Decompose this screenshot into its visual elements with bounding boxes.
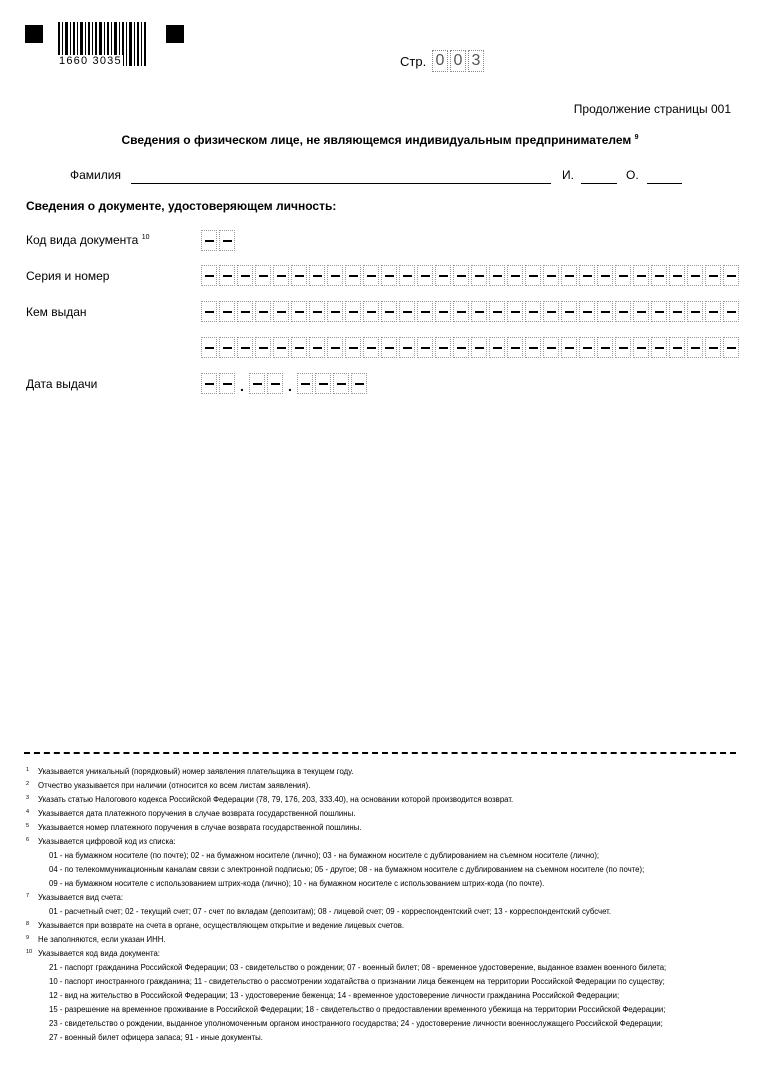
char-cell[interactable] <box>219 265 235 286</box>
footnote-text: Не заполняются, если указан ИНН. <box>38 935 166 944</box>
char-cell[interactable] <box>219 373 235 394</box>
barcode-number: 1660 3035 <box>59 55 122 67</box>
char-cell[interactable] <box>633 301 649 322</box>
footnote <box>26 779 746 793</box>
footnote-number <box>26 863 38 877</box>
char-cell[interactable] <box>345 265 361 286</box>
document-section-title: Сведения о документе, удостоверяющем личность: <box>26 199 337 213</box>
char-cell[interactable] <box>543 301 559 322</box>
char-cell[interactable] <box>723 301 739 322</box>
registration-marker-left <box>25 25 43 43</box>
footnote-text: 15 - разрешение на временное проживание в Российской Федерации; 18 - свидетельство о предоставлении временного убежища на территории Российской Федерации; <box>49 1005 666 1014</box>
doc-code-field[interactable] <box>201 230 237 251</box>
char-cell[interactable] <box>201 230 217 251</box>
char-cell[interactable] <box>351 373 367 394</box>
doc-code-ref: 10 <box>141 234 150 241</box>
footnote <box>26 863 746 877</box>
page-number-boxes <box>432 50 486 72</box>
char-cell[interactable] <box>615 265 631 286</box>
footnote <box>26 1003 746 1017</box>
footnote <box>26 807 746 821</box>
continuation-note: Продолжение страницы 001 <box>573 102 731 116</box>
doc-code-label-text: Код вида документа <box>26 233 139 247</box>
char-cell[interactable] <box>579 337 595 358</box>
series-number-label: Серия и номер <box>26 269 110 283</box>
char-cell[interactable] <box>309 265 325 286</box>
footnote-text: 01 - на бумажном носителе (по почте); 02 - на бумажном носителе (лично); 03 - на бумажном носителе с дублированием на съемном носителе (лично); <box>49 851 600 860</box>
char-cell[interactable] <box>381 301 397 322</box>
char-cell[interactable] <box>363 301 379 322</box>
char-cell[interactable] <box>633 265 649 286</box>
footnote-text: Указывается уникальный (порядковый) номер заявления плательщика в текущем году. <box>38 767 354 776</box>
doc-code-label <box>26 233 149 247</box>
char-cell[interactable] <box>315 373 331 394</box>
char-cell[interactable] <box>237 301 253 322</box>
footnote-text: Указывается цифровой код из списка: <box>38 837 176 846</box>
char-cell[interactable] <box>669 301 685 322</box>
char-cell[interactable] <box>579 301 595 322</box>
char-cell[interactable] <box>453 265 469 286</box>
footnote-number: 1 <box>26 767 30 773</box>
char-cell[interactable] <box>507 301 523 322</box>
char-cell[interactable] <box>327 337 343 358</box>
char-cell[interactable] <box>471 265 487 286</box>
footnote <box>26 765 746 779</box>
issued-by-field-line1[interactable] <box>201 301 741 322</box>
footnote-number <box>26 961 38 975</box>
footnote <box>26 793 746 807</box>
char-cell[interactable] <box>543 337 559 358</box>
footnote <box>26 919 746 933</box>
surname-label: Фамилия <box>70 168 121 182</box>
char-cell[interactable] <box>435 301 451 322</box>
char-cell[interactable] <box>201 337 217 358</box>
char-cell[interactable] <box>525 301 541 322</box>
series-number-field[interactable] <box>201 265 741 286</box>
registration-marker-right <box>166 25 184 43</box>
char-cell[interactable] <box>399 301 415 322</box>
footnote-number <box>26 975 38 989</box>
char-cell[interactable] <box>453 301 469 322</box>
footnote-number <box>26 1003 38 1017</box>
char-cell[interactable] <box>651 301 667 322</box>
footnote <box>26 1017 746 1031</box>
char-cell[interactable] <box>273 337 289 358</box>
char-cell[interactable] <box>237 265 253 286</box>
footnote-number: 5 <box>26 823 30 829</box>
char-cell[interactable] <box>507 337 523 358</box>
footnote-text: 01 - расчетный счет; 02 - текущий счет; 07 - счет по вкладам (депозитам); 08 - лицевой счет; 09 - корреспондентский счет; 13 - корреспондентский субсчет. <box>49 907 612 916</box>
footnote-text: Указать статью Налогового кодекса Российской Федерации (78, 79, 176, 203, 333.40), на основании которой производится возврат. <box>38 795 514 804</box>
footnote-text: Отчество указывается при наличии (относится ко всем листам заявления). <box>38 781 311 790</box>
footnote-text: 23 - свидетельство о рождении, выданное уполномоченным органом иностранного государства; 24 - удостоверение личности военнослужащего Российской Федерации; <box>49 1019 663 1028</box>
char-cell[interactable] <box>291 337 307 358</box>
footnote-text: 10 - паспорт иностранного гражданина; 11 - свидетельство о рассмотрении ходатайства о признании лица беженцем на территории Российской Федерации по существу; <box>49 977 665 986</box>
char-cell[interactable] <box>201 301 217 322</box>
char-cell[interactable] <box>309 301 325 322</box>
char-cell[interactable] <box>561 265 577 286</box>
date-separator: . <box>288 378 292 394</box>
page-label: Стр. <box>400 54 427 69</box>
char-cell[interactable] <box>597 301 613 322</box>
char-cell[interactable] <box>309 337 325 358</box>
initial-o-field[interactable] <box>647 182 682 184</box>
footnote-number: 7 <box>26 893 30 899</box>
footnote <box>26 891 746 905</box>
char-cell[interactable] <box>489 265 505 286</box>
char-cell[interactable] <box>237 337 253 358</box>
char-cell[interactable] <box>723 337 739 358</box>
char-cell[interactable] <box>615 301 631 322</box>
footnote-number: 2 <box>26 781 30 787</box>
char-cell[interactable] <box>489 301 505 322</box>
char-cell[interactable] <box>687 337 703 358</box>
char-cell[interactable] <box>489 337 505 358</box>
char-cell[interactable] <box>561 337 577 358</box>
char-cell[interactable] <box>219 301 235 322</box>
char-cell[interactable] <box>561 301 577 322</box>
char-cell[interactable] <box>381 337 397 358</box>
footnote <box>26 975 746 989</box>
char-cell[interactable] <box>267 373 283 394</box>
char-cell[interactable] <box>525 265 541 286</box>
char-cell[interactable] <box>399 265 415 286</box>
initial-i-label: И. <box>562 168 574 182</box>
char-cell[interactable] <box>597 337 613 358</box>
footnote-text: Указывается при возврате на счета в органе, осуществляющем открытие и ведение лицевых счетов. <box>38 921 404 930</box>
footnote-text: 12 - вид на жительство в Российской Федерации; 13 - удостоверение беженца; 14 - временное удостоверение личности гражданина Российской Федерации; <box>49 991 620 1000</box>
char-cell[interactable] <box>255 301 271 322</box>
char-cell[interactable] <box>333 373 349 394</box>
initial-o-label: О. <box>626 168 639 182</box>
char-cell[interactable] <box>327 265 343 286</box>
footnote-number <box>26 989 38 1003</box>
section-title <box>0 133 760 147</box>
footnote-text: Указывается дата платежного поручения в случае возврата государственной пошлины. <box>38 809 356 818</box>
char-cell[interactable] <box>669 265 685 286</box>
footnote-divider <box>24 752 736 754</box>
footnote-text: 21 - паспорт гражданина Российской Федерации; 03 - свидетельство о рождении; 07 - военный билет; 08 - временное удостоверение, выданное взамен военного билета; <box>49 963 667 972</box>
char-cell[interactable] <box>435 337 451 358</box>
footnote-number: 3 <box>26 795 30 801</box>
footnote <box>26 905 746 919</box>
char-cell[interactable] <box>417 265 433 286</box>
char-cell[interactable] <box>273 265 289 286</box>
date-separator: . <box>240 378 244 394</box>
footnote-number: 10 <box>26 949 33 955</box>
section-title-text: Сведения о физическом лице, не являющемся индивидуальным предпринимателем <box>121 133 632 147</box>
char-cell[interactable] <box>435 265 451 286</box>
char-cell[interactable] <box>525 337 541 358</box>
footnote <box>26 821 746 835</box>
footnote <box>26 933 746 947</box>
footnote <box>26 877 746 891</box>
char-cell[interactable] <box>249 373 265 394</box>
char-cell[interactable] <box>363 265 379 286</box>
footnote-number <box>26 1017 38 1031</box>
char-cell[interactable] <box>417 337 433 358</box>
char-cell[interactable] <box>345 337 361 358</box>
char-cell[interactable] <box>381 265 397 286</box>
char-cell[interactable] <box>273 301 289 322</box>
char-cell[interactable] <box>327 301 343 322</box>
char-cell[interactable] <box>363 337 379 358</box>
footnote <box>26 849 746 863</box>
char-cell[interactable] <box>669 337 685 358</box>
char-cell[interactable] <box>615 337 631 358</box>
char-cell[interactable] <box>201 373 217 394</box>
footnote-number: 4 <box>26 809 30 815</box>
char-cell[interactable] <box>291 265 307 286</box>
char-cell[interactable] <box>297 373 313 394</box>
char-cell[interactable] <box>453 337 469 358</box>
section-title-ref: 9 <box>634 134 639 141</box>
footnote-number: 9 <box>26 935 30 941</box>
footnotes <box>26 765 746 1045</box>
char-cell[interactable] <box>687 265 703 286</box>
footnote <box>26 961 746 975</box>
footnote <box>26 989 746 1003</box>
char-cell[interactable] <box>651 265 667 286</box>
page-digit-cell: 0 <box>450 50 466 72</box>
footnote-text: Указывается номер платежного поручения в случае возврата государственной пошлины. <box>38 823 362 832</box>
char-cell[interactable] <box>579 265 595 286</box>
footnote <box>26 835 746 849</box>
char-cell[interactable] <box>471 301 487 322</box>
char-cell[interactable] <box>705 265 721 286</box>
page-digit-cell: 0 <box>432 50 448 72</box>
char-cell[interactable] <box>255 337 271 358</box>
char-cell[interactable] <box>345 301 361 322</box>
footnote-text: Указывается вид счета: <box>38 893 124 902</box>
issued-by-label: Кем выдан <box>26 305 87 319</box>
footnote-text: Указывается код вида документа: <box>38 949 160 958</box>
footnote-text: 27 - военный билет офицера запаса; 91 - иные документы. <box>49 1033 263 1042</box>
issue-date-field[interactable] <box>201 373 369 394</box>
char-cell[interactable] <box>255 265 271 286</box>
char-cell[interactable] <box>705 301 721 322</box>
issue-date-day[interactable] <box>201 373 237 394</box>
char-cell[interactable] <box>417 301 433 322</box>
char-cell[interactable] <box>723 265 739 286</box>
char-cell[interactable] <box>651 337 667 358</box>
char-cell[interactable] <box>633 337 649 358</box>
issue-date-month[interactable] <box>249 373 285 394</box>
char-cell[interactable] <box>687 301 703 322</box>
char-cell[interactable] <box>507 265 523 286</box>
page-digit-cell: 3 <box>468 50 484 72</box>
initial-i-field[interactable] <box>581 182 617 184</box>
surname-field[interactable] <box>131 182 551 184</box>
issued-by-field-line2[interactable] <box>201 337 741 358</box>
footnote-text: 04 - по телекоммуникационным каналам связи с электронной подписью; 05 - другое; 08 - на бумажном носителе с дублированием на съемном носителе (по почте); <box>49 865 645 874</box>
char-cell[interactable] <box>597 265 613 286</box>
issue-date-label: Дата выдачи <box>26 377 98 391</box>
char-cell[interactable] <box>471 337 487 358</box>
char-cell[interactable] <box>201 265 217 286</box>
char-cell[interactable] <box>705 337 721 358</box>
char-cell[interactable] <box>543 265 559 286</box>
footnote-number <box>26 1031 38 1045</box>
footnote-number: 6 <box>26 837 30 843</box>
char-cell[interactable] <box>291 301 307 322</box>
footnote-number <box>26 905 38 919</box>
char-cell[interactable] <box>219 230 235 251</box>
char-cell[interactable] <box>399 337 415 358</box>
footnote-number <box>26 877 38 891</box>
footnote-number <box>26 849 38 863</box>
char-cell[interactable] <box>219 337 235 358</box>
footnote-number: 8 <box>26 921 30 927</box>
footnote-text: 09 - на бумажном носителе с использованием штрих-кода (лично); 10 - на бумажном носителе с использованием штрих-кода (по почте). <box>49 879 545 888</box>
footnote <box>26 1031 746 1045</box>
issue-date-year[interactable] <box>297 373 369 394</box>
footnote <box>26 947 746 961</box>
